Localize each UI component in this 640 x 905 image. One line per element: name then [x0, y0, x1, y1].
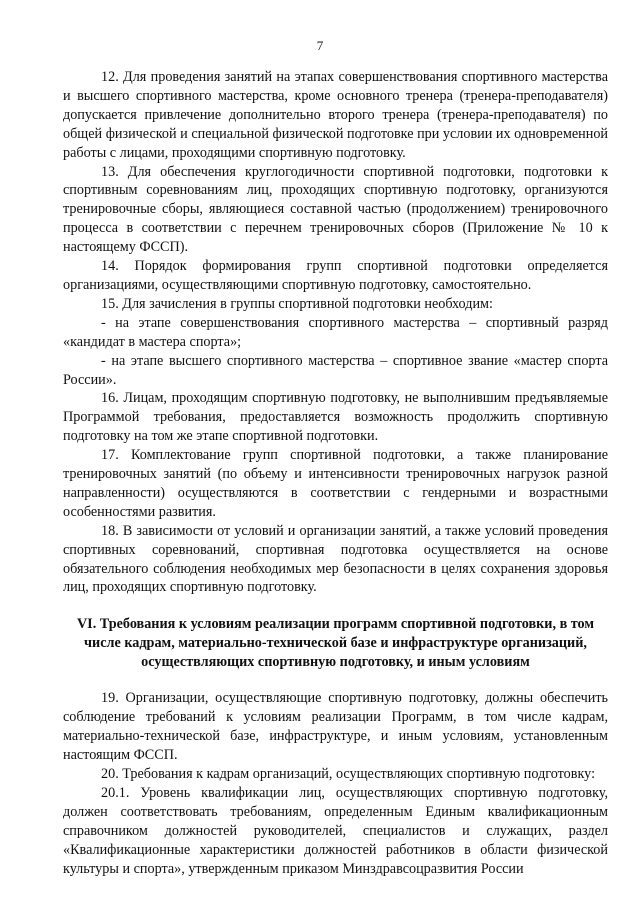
- list-item-master-of-sport: - на этапе высшего спортивного мастерства – спортивное звание «мастер спорта России».: [63, 352, 608, 388]
- paragraph-16: 16. Лицам, проходящим спортивную подготовку, не выполнившим предъявляемые Программой требования, предоставляется возможность продолжить спортивную подготовку на том же этапе спортивной подготовки.: [63, 390, 608, 445]
- paragraph-17: 17. Комплектование групп спортивной подготовки, а также планирование тренировочных занятий (по объему и интенсивности тренировочных нагрузок разной направленности) осуществляются в соответствии с гендерными и возрастными особенностями развития.: [63, 447, 608, 520]
- list-item-candidate-master: - на этапе совершенствования спортивного мастерства – спортивный разряд «кандидат в мастера спорта»;: [63, 314, 608, 350]
- paragraph-20: 20. Требования к кадрам организаций, осуществляющих спортивную подготовку:: [101, 766, 596, 782]
- paragraph-19: 19. Организации, осуществляющие спортивную подготовку, должны обеспечить соблюдение требований к условиям реализации Программ, в том числе кадрам, материально-технической базе, инфраструктуре, и иным условиям, установленным настоящим ФССП.: [63, 690, 608, 764]
- page-number: 7: [316, 38, 324, 53]
- section-heading: VI. Требования к условиям реализации программ спортивной подготовки, в том числе кадрам, материально-технической базе и инфраструктуре организаций, осуществляющих спортивную подготовку, и иным условиям: [76, 616, 595, 671]
- paragraph-14: 14. Порядок формирования групп спортивной подготовки определяется организациями, осуществляющими спортивную подготовку, самостоятельно.: [63, 258, 608, 293]
- paragraph-13: 13. Для обеспечения круглогодичности спортивной подготовки, подготовки к спортивным соревнованиям лиц, проходящих спортивную подготовку, организуются тренировочные сборы, являющиеся составной частью (продолжением) тренировочного процесса в соответствии с перечнем тренировочных сборов (Приложение № 10 к настоящему ФССП).: [63, 163, 608, 256]
- paragraph-12: 12. Для проведения занятий на этапах совершенствования спортивного мастерства и высшего спортивного мастерства, кроме основного тренера (тренера-преподавателя) допускается привлечение дополнительно второго тренера (тренера-преподавателя) по общей физической и специальной физической подготовке при условии их одновременной работы с лицами, проходящими спортивную подготовку.: [63, 69, 608, 161]
- paragraph-18: 18. В зависимости от условий и организации занятий, а также условий проведения спортивных соревнований, спортивная подготовка осуществляется на основе обязательного соблюдения необходимых мер безопасности в целях сохранения здоровья лиц, проходящих спортивную подготовку.: [63, 522, 608, 596]
- paragraph-20-1: 20.1. Уровень квалификации лиц, осуществляющих спортивную подготовку, должен соответствовать требованиям, определенным Единым квалификационным справочником должностей руководителей, специалистов и служащих, раздел «Квалификационные характеристики должностей работников в области физической культуры и спорта», утвержденным приказом Минздравсоцразвития России: [63, 784, 608, 877]
- document-body: [63, 68, 608, 878]
- paragraph-15: 15. Для зачисления в группы спортивной подготовки необходим:: [101, 295, 493, 312]
